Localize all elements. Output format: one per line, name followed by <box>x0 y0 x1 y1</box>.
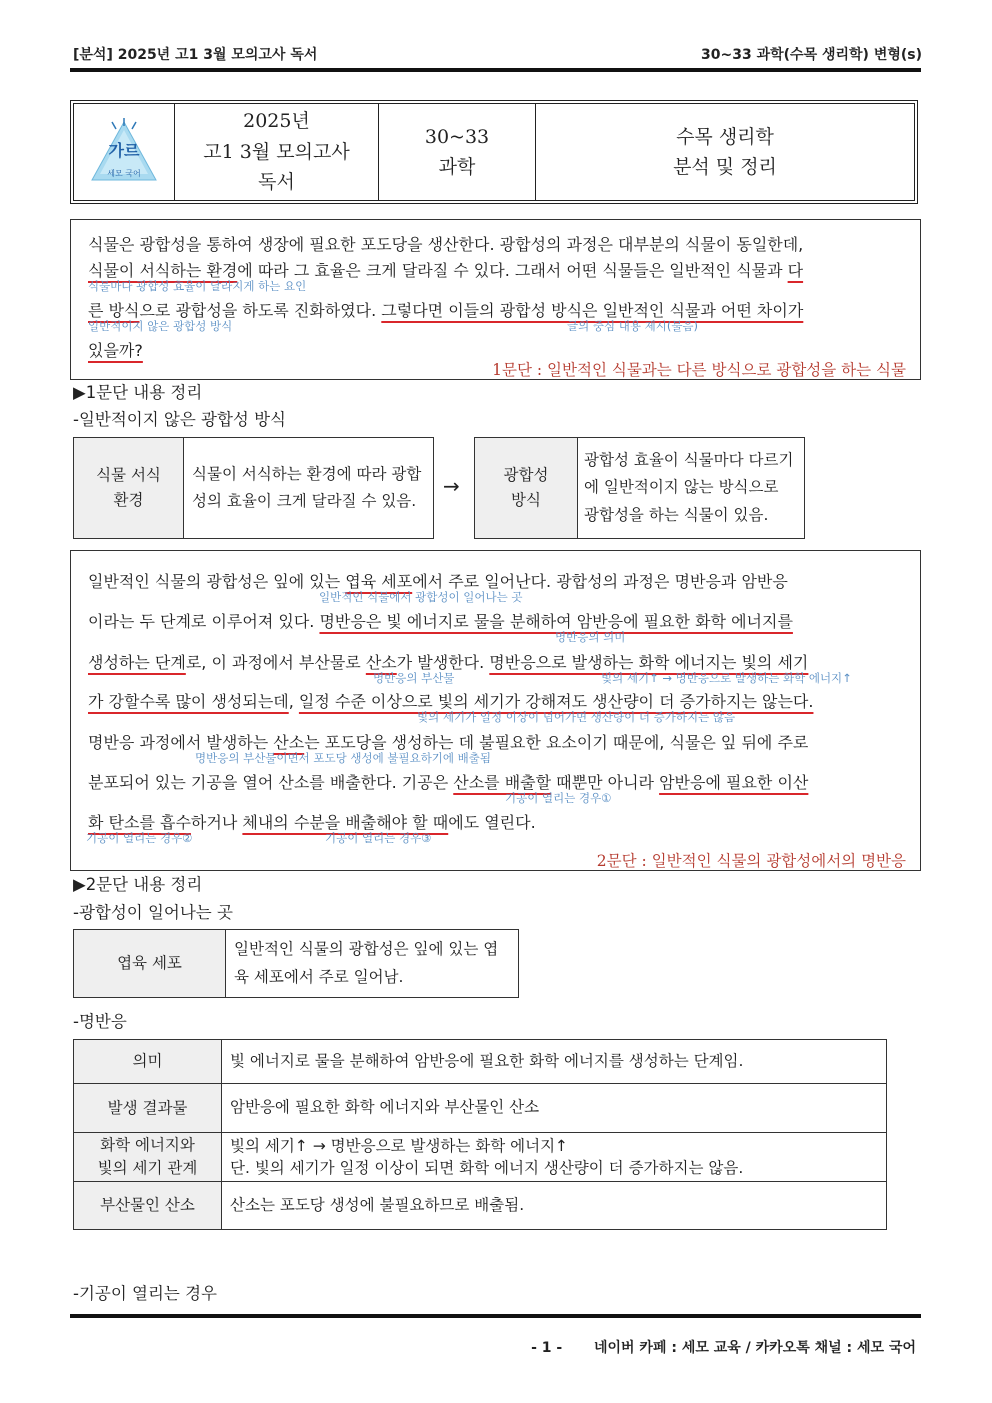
right-arrow-icon: → <box>443 474 460 498</box>
p1-line-4: 있을까? <box>88 341 143 360</box>
p2-line-4: 가 강할수록 많이 생성되는데, 일정 수준 이상으로 빛의 세기가 강해져도 생산량이 더 증가하지는 않는다. <box>88 692 814 711</box>
p1-note-1: 식물마다 광합성 효율이 달라지게 하는 요인 <box>88 279 307 293</box>
p2-line-7: 화 탄소를 흡수하거나 체내의 수분을 배출해야 할 때에도 열린다. <box>88 813 536 832</box>
habitat-label: 식물 서식 환경 <box>74 438 184 538</box>
paragraph-2-box <box>70 550 921 871</box>
table-row <box>74 1182 886 1229</box>
table-cell <box>222 1133 886 1181</box>
mesophyll-text: 일반적인 식물의 광합성은 잎에 있는 엽육 세포에서 주로 일어남. <box>234 940 499 986</box>
table-cell: 빛 에너지로 물을 분해하여 암반응에 필요한 화학 에너지를 생성하는 단계임. <box>230 1051 744 1070</box>
p2-note-2: 명반응의 의미 <box>555 630 626 644</box>
p2-note-7: 기공이 열리는 경우① <box>505 791 612 805</box>
p2-note-3: 명반응의 부산물 <box>373 671 455 685</box>
page-number: - 1 - <box>531 1340 563 1356</box>
title-box <box>70 100 918 204</box>
p2-note-5: 빛의 세기가 일정 이상이 넘어가면 생산량이 더 증가하지는 않음 <box>417 710 736 724</box>
table-label: 발생 결과물 <box>74 1084 222 1132</box>
section-2-sub-1: -광합성이 일어나는 곳 <box>73 903 233 922</box>
p2-note-8: 기공이 열리는 경우② <box>86 831 193 845</box>
method-text: 광합성 효율이 식물마다 다르기에 일반적이지 않는 방식으로 광합성을 하는 식물이 있음. <box>584 451 794 524</box>
footer <box>531 1337 916 1357</box>
title-exam-cell <box>175 104 379 200</box>
p2-note-1: 일반적인 식물에서 광합성이 일어나는 곳 <box>319 590 523 604</box>
p2-line-3: 생성하는 단계로, 이 과정에서 부산물로 산소가 발생한다. 명반응으로 발생하는 화학 에너지는 빛의 세기 <box>88 653 809 672</box>
p1-line-2: 식물이 서식하는 환경에 따라 그 효율은 크게 달라질 수 있다. 그래서 어떤 식물들은 일반적인 식물과 다 <box>88 261 804 280</box>
section-1-sub: -일반적이지 않은 광합성 방식 <box>73 410 286 429</box>
table-cell: 암반응에 필요한 화학 에너지와 부산물인 산소 <box>230 1098 540 1117</box>
photosynthesis-method-box <box>474 437 805 539</box>
method-label: 광합성 방식 <box>475 438 578 538</box>
table-row <box>74 1084 886 1133</box>
section-2-title: ▶2문단 내용 정리 <box>73 875 203 894</box>
p2-line-1: 일반적인 식물의 광합성은 잎에 있는 엽육 세포에서 주로 일어난다. 광합성의 과정은 명반응과 암반응 <box>88 572 788 591</box>
table-cell: 산소는 포도당 생성에 불필요하므로 배출됨. <box>230 1195 525 1214</box>
p2-line-6: 분포되어 있는 기공을 열어 산소를 배출한다. 기공은 산소를 배출할 때뿐만 아니라 암반응에 필요한 이산 <box>88 773 809 792</box>
title-range: 30~33 <box>424 125 490 148</box>
title-year: 2025년 <box>243 110 310 133</box>
p2-note-6: 명반응의 부산물이면서 포도당 생성에 불필요하기에 배출됨 <box>195 751 491 765</box>
footer-text: 네이버 카페 : 세모 교육 / 카카오톡 채널 : 세모 국어 <box>593 1340 916 1356</box>
paragraph-1-box <box>70 219 921 380</box>
mesophyll-box <box>73 929 519 998</box>
habitat-text: 식물이 서식하는 환경에 따라 광합성의 효율이 크게 달라질 수 있음. <box>192 464 422 510</box>
p1-line-3: 른 방식으로 광합성을 하도록 진화하였다. 그렇다면 이들의 광합성 방식은 일반적인 식물과 어떤 차이가 <box>88 301 804 320</box>
habitat-box <box>73 437 434 539</box>
title-topic-sub: 분석 및 정리 <box>673 156 777 178</box>
table-label: 의미 <box>74 1040 222 1083</box>
title-topic-cell <box>536 104 914 200</box>
table-row <box>74 1133 886 1182</box>
title-range-cell <box>379 104 536 200</box>
title-exam: 고1 3월 모의고사 <box>203 140 350 163</box>
p2-conclusion: 2문단 : 일반적인 식물의 광합성에서의 명반응 <box>596 852 906 870</box>
title-field: 과학 <box>438 156 476 178</box>
section-2-sub-3: -기공이 열리는 경우 <box>73 1284 217 1303</box>
section-1-title: ▶1문단 내용 정리 <box>73 383 203 402</box>
p1-note-2: 일반적이지 않은 광합성 방식 <box>88 319 233 333</box>
p1-conclusion: 1문단 : 일반적인 식물과는 다른 방식으로 광합성을 하는 식물 <box>492 361 906 379</box>
relation-line-1: 빛의 세기↑ → 명반응으로 발생하는 화학 에너지↑ <box>230 1136 569 1155</box>
table-row <box>74 1040 886 1084</box>
table-label: 화학 에너지와 빛의 세기 관계 <box>74 1133 222 1181</box>
p2-line-5: 명반응 과정에서 발생하는 산소는 포도당을 생성하는 데 불필요한 요소이기 때문에, 식물은 잎 뒤에 주로 <box>88 733 809 752</box>
p1-line-1: 식물은 광합성을 통하여 생장에 필요한 포도당을 생산한다. 광합성의 과정은 대부분의 식물이 동일한데, <box>88 235 804 254</box>
svg-text:가르: 가르 <box>108 141 140 160</box>
header-rule <box>70 68 921 72</box>
light-reaction-table <box>73 1039 887 1230</box>
table-label: 부산물인 산소 <box>74 1182 222 1229</box>
p2-note-9: 기공이 열리는 경우③ <box>325 831 432 845</box>
mesophyll-label: 엽육 세포 <box>74 930 226 997</box>
p2-note-4: 빛의 세기↑ → 명반응으로 발생하는 화학 에너지↑ <box>601 671 852 685</box>
footer-rule <box>70 1314 921 1318</box>
title-subject: 독서 <box>258 171 295 194</box>
p1-note-3: 글의 중심 내용 제시(물음) <box>567 319 699 333</box>
svg-text:세모 국어: 세모 국어 <box>107 169 141 178</box>
section-2-sub-2: -명반응 <box>73 1012 127 1031</box>
p2-line-2: 이라는 두 단계로 이루어져 있다. 명반응은 빛 에너지로 물을 분해하여 암반응에 필요한 화학 에너지를 <box>88 612 793 631</box>
header-right: 30~33 과학(수목 생리학) 변형(s) <box>701 47 922 63</box>
logo-cell <box>74 104 175 200</box>
header-left: [분석] 2025년 고1 3월 모의고사 독서 <box>73 47 318 63</box>
relation-line-2: 단. 빛의 세기가 일정 이상이 되면 화학 에너지 생산량이 더 증가하지는 않음. <box>230 1159 744 1177</box>
semo-logo-icon <box>88 116 160 188</box>
title-topic: 수목 생리학 <box>676 125 774 148</box>
